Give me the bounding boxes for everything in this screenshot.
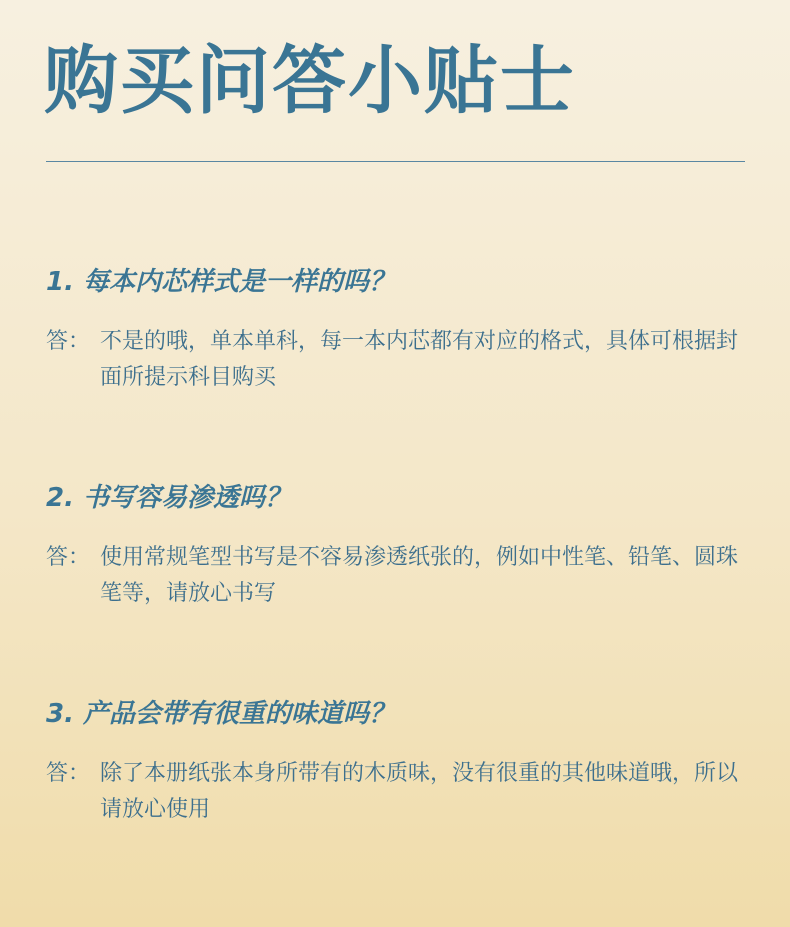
answer-text: 除了本册纸张本身所带有的木质味，没有很重的其他味道哦，所以请放心使用 <box>100 761 739 822</box>
page-title: 购买问答小贴士 <box>44 38 576 124</box>
faq-answer <box>46 756 746 828</box>
faq-question: 3. 产品会带有很重的味道吗？ <box>46 699 396 729</box>
faq-item <box>46 694 746 828</box>
answer-text: 使用常规笔型书写是不容易渗透纸张的，例如中性笔、铅笔、圆珠笔等，请放心书写 <box>100 545 739 606</box>
answer-label: 答： <box>46 329 91 354</box>
faq-question: 1. 每本内芯样式是一样的吗？ <box>46 267 396 297</box>
faq-item <box>46 478 746 612</box>
answer-text: 不是的哦，单本单科，每一本内芯都有对应的格式，具体可根据封面所提示科目购买 <box>100 329 739 390</box>
faq-item <box>46 262 746 396</box>
faq-question: 2. 书写容易渗透吗？ <box>46 483 292 513</box>
faq-answer <box>46 540 746 612</box>
answer-label: 答： <box>46 545 91 570</box>
title-divider <box>46 161 745 162</box>
answer-label: 答： <box>46 761 91 786</box>
faq-answer <box>46 324 746 396</box>
